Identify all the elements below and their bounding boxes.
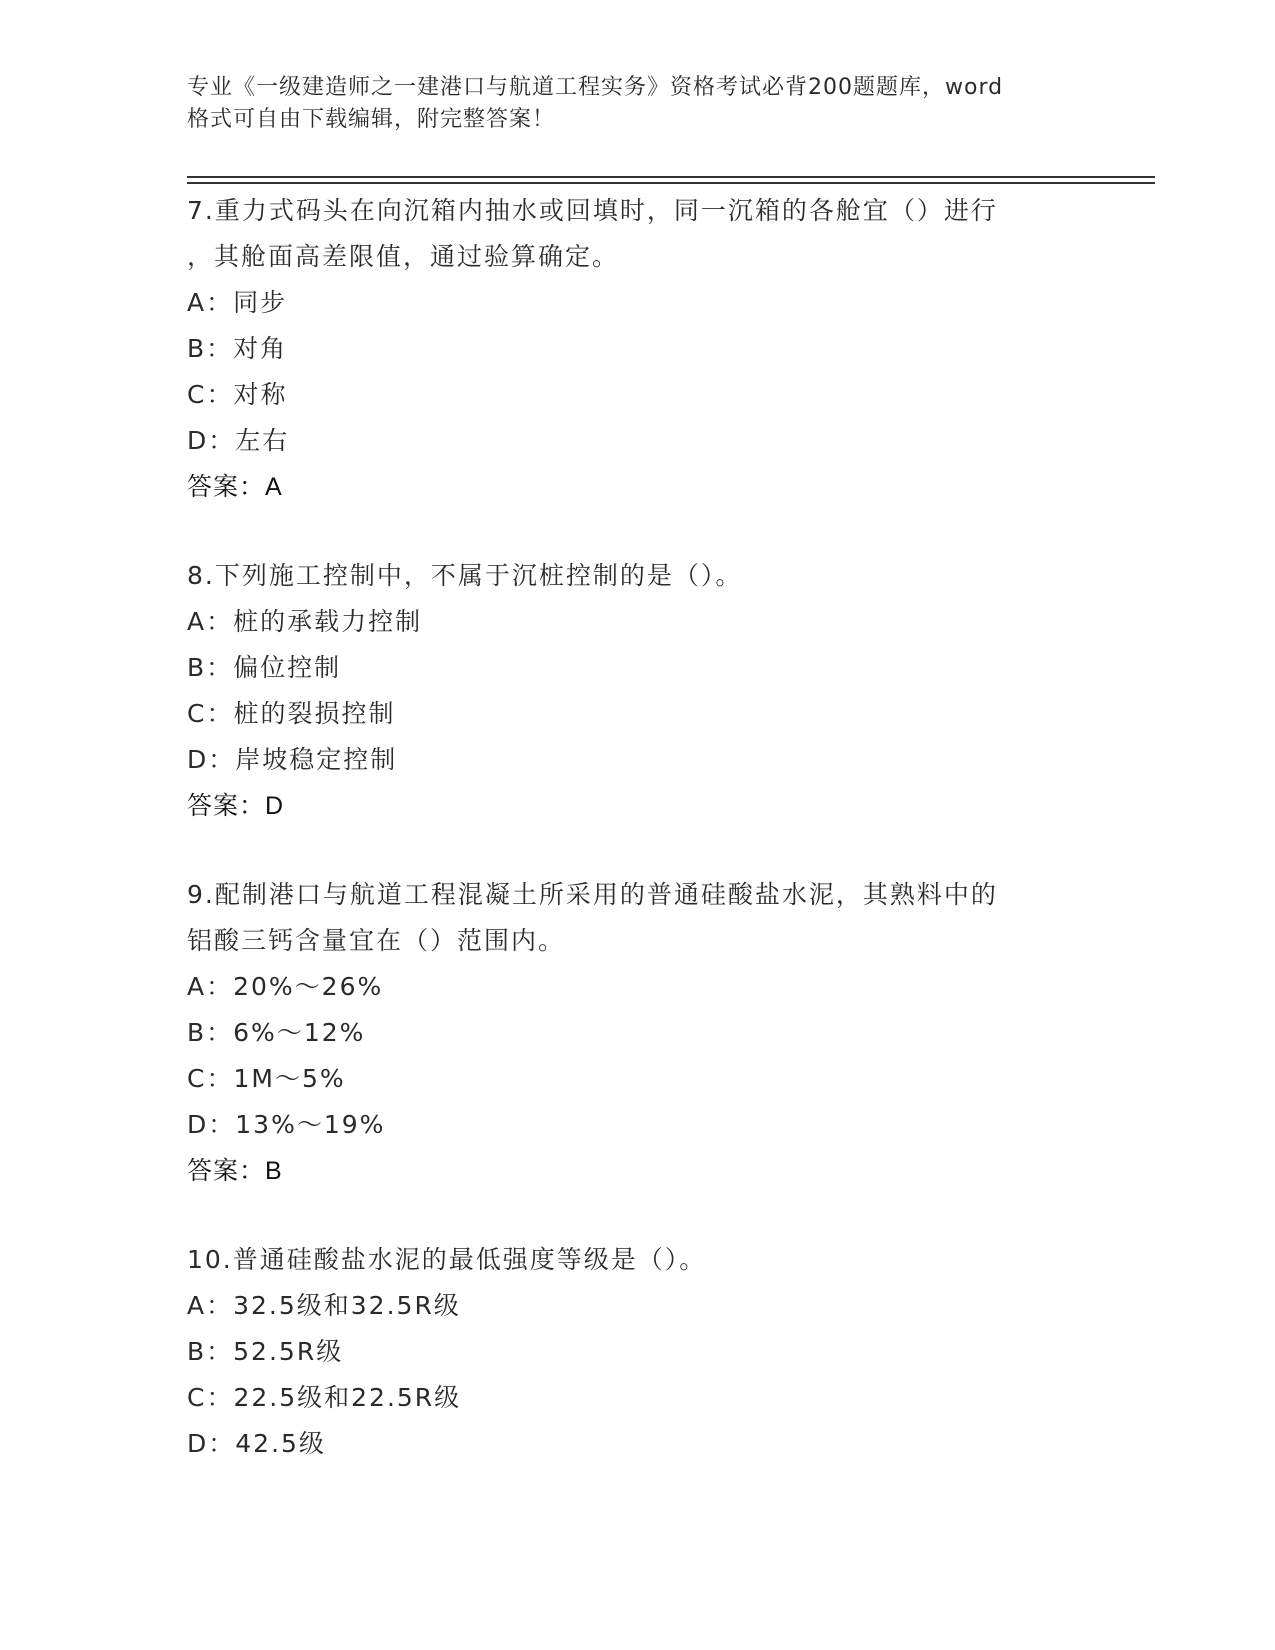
header-line-2: 格式可自由下载编辑，附完整答案！: [187, 107, 556, 132]
option-c: [187, 372, 1087, 418]
option-text: 22.5级和22.5R级: [233, 1383, 462, 1412]
option-letter: A：: [187, 972, 234, 1001]
header-line-1: 专业《一级建造师之一建港口与航道工程实务》资格考试必背200题题库，word: [187, 75, 1004, 100]
option-letter: D：: [187, 426, 236, 455]
option-text: 20%～26%: [233, 972, 384, 1001]
option-text: 52.5R级: [233, 1337, 344, 1366]
option-c: [187, 1375, 1087, 1421]
question-stem-line-1: 10.普通硅酸盐水泥的最低强度等级是（）。: [187, 1245, 707, 1274]
option-d: [187, 1102, 1087, 1148]
option-letter: A：: [187, 607, 234, 636]
option-letter: B：: [187, 1018, 234, 1047]
option-text: 1M～5%: [233, 1064, 346, 1093]
header-divider-top: [187, 176, 1155, 178]
option-b: [187, 326, 1087, 372]
option-a: [187, 964, 1087, 1010]
option-text: 左右: [235, 426, 290, 455]
option-text: 岸坡稳定控制: [235, 745, 398, 774]
option-d: [187, 418, 1087, 464]
option-text: 桩的承载力控制: [233, 607, 423, 636]
option-letter: C：: [187, 380, 234, 409]
option-letter: B：: [187, 334, 234, 363]
option-letter: A：: [187, 288, 234, 317]
question-9: [187, 872, 1087, 1194]
option-c: [187, 1056, 1087, 1102]
option-text: 对称: [233, 380, 288, 409]
question-stem-line-2: ，其舱面高差限值，通过验算确定。: [187, 242, 620, 271]
option-text: 32.5级和32.5R级: [233, 1291, 461, 1320]
option-a: [187, 1283, 1087, 1329]
option-b: [187, 1010, 1087, 1056]
option-c: [187, 691, 1087, 737]
option-a: [187, 599, 1087, 645]
option-letter: B：: [187, 1337, 234, 1366]
header-divider-bottom: [187, 182, 1155, 184]
option-text: 桩的裂损控制: [233, 699, 396, 728]
answer-line: 答案：A: [187, 473, 283, 501]
option-text: 42.5级: [235, 1429, 326, 1458]
option-letter: C：: [187, 1383, 234, 1412]
option-a: [187, 280, 1087, 326]
document-header: [187, 72, 1067, 136]
option-text: 13%～19%: [235, 1110, 386, 1139]
option-letter: A：: [187, 1291, 234, 1320]
option-letter: D：: [187, 745, 236, 774]
question-10: [187, 1237, 1087, 1467]
question-stem-line-1: 8.下列施工控制中，不属于沉桩控制的是（）。: [187, 561, 743, 590]
answer-line: 答案：D: [187, 792, 285, 820]
question-stem-line-1: 9.配制港口与航道工程混凝土所采用的普通硅酸盐水泥，其熟料中的: [187, 880, 998, 909]
option-text: 同步: [233, 288, 288, 317]
option-b: [187, 1329, 1087, 1375]
option-text: 偏位控制: [233, 653, 342, 682]
question-stem-line-2: 铝酸三钙含量宜在（）范围内。: [187, 926, 566, 955]
question-stem-line-1: 7.重力式码头在向沉箱内抽水或回填时，同一沉箱的各舱宜（）进行: [187, 196, 998, 225]
question-7: [187, 188, 1087, 510]
option-text: 6%～12%: [233, 1018, 366, 1047]
option-letter: D：: [187, 1110, 236, 1139]
option-d: [187, 737, 1087, 783]
answer-line: 答案：B: [187, 1157, 283, 1185]
option-text: 对角: [233, 334, 288, 363]
option-letter: C：: [187, 1064, 234, 1093]
option-letter: B：: [187, 653, 234, 682]
option-letter: C：: [187, 699, 234, 728]
option-letter: D：: [187, 1429, 236, 1458]
question-8: [187, 553, 1087, 829]
option-b: [187, 645, 1087, 691]
option-d: [187, 1421, 1087, 1467]
